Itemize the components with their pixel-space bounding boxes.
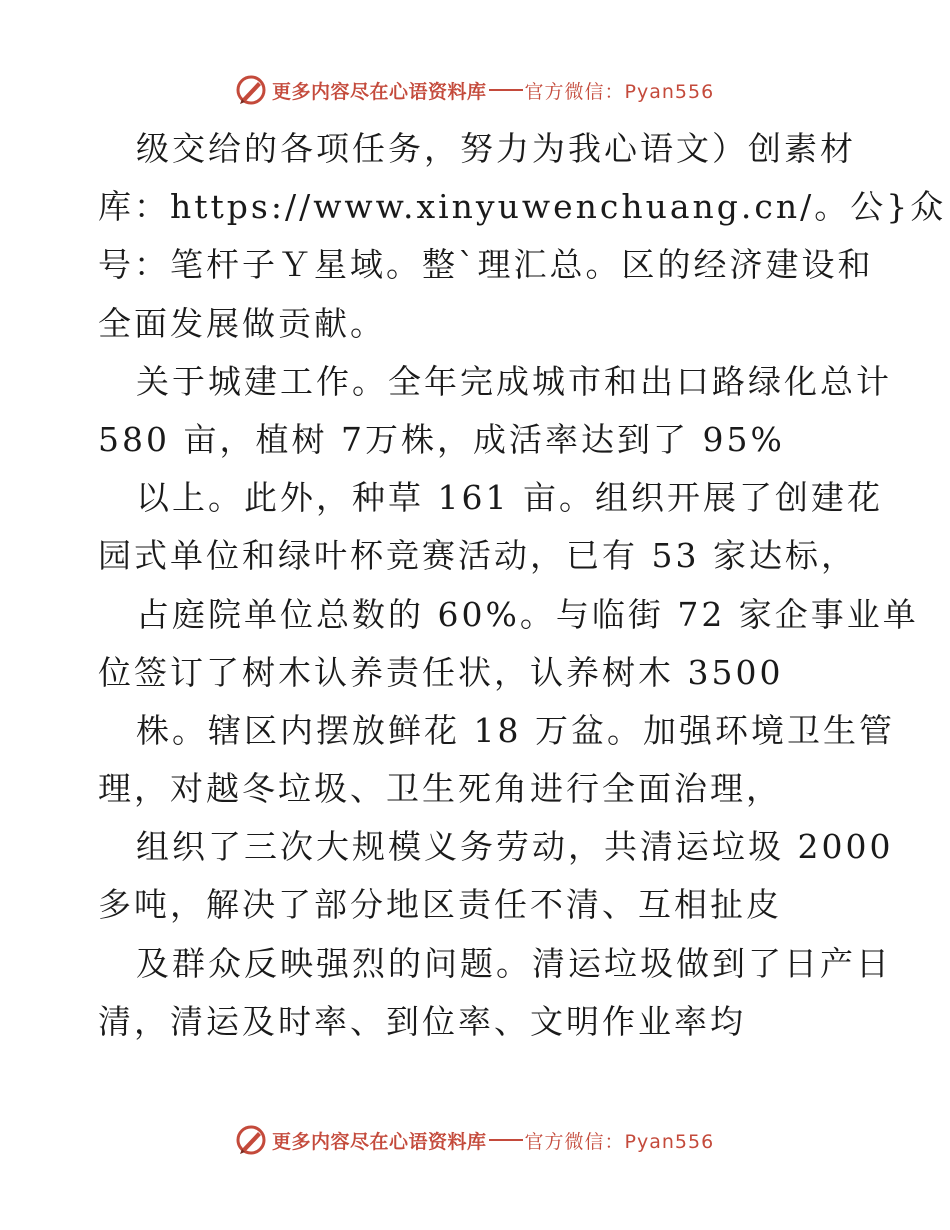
banner-dash (489, 1139, 523, 1141)
body-line: 以上。此外，种草 161 亩。组织开展了创建花 (136, 478, 883, 518)
document-body (98, 120, 947, 1051)
pen-logo-icon (234, 1123, 268, 1157)
body-line: 全面发展做贡献。 (98, 303, 386, 343)
body-line: 园式单位和绿叶杯竞赛活动，已有 53 家达标， (98, 536, 857, 576)
banner-main-text: 更多内容尽在心语资料库 (272, 1130, 487, 1153)
body-line: 株。辖区内摆放鲜花 18 万盆。加强环境卫生管 (136, 710, 895, 750)
banner-main-text: 更多内容尽在心语资料库 (272, 80, 487, 103)
footer-banner (234, 1122, 714, 1158)
pen-logo-icon (234, 73, 268, 107)
banner-sub-text: 官方微信：Pyan556 (524, 1130, 715, 1153)
body-line: 位签订了树木认养责任状，认养树木 3500 (98, 652, 784, 692)
body-line: 组织了三次大规模义务劳动，共清运垃圾 2000 (136, 827, 894, 867)
body-line: 库：https://www.xinyuwenchuang.cn/。公}众 (98, 187, 947, 227)
body-line: 及群众反映强烈的问题。清运垃圾做到了日产日 (136, 943, 892, 983)
banner-sub-text: 官方微信：Pyan556 (524, 80, 715, 103)
body-line: 580 亩，植树 7万株，成活率达到了 95% (98, 419, 785, 459)
body-line: 关于城建工作。全年完成城市和出口路绿化总计 (136, 361, 892, 401)
body-line: 清，清运及时率、到位率、文明作业率均 (98, 1001, 746, 1041)
header-banner (234, 72, 714, 108)
body-line: 多吨，解决了部分地区责任不清、互相扯皮 (98, 885, 782, 925)
body-line: 占庭院单位总数的 60%。与临街 72 家企事业单 (136, 594, 919, 634)
banner-dash (489, 89, 523, 91)
body-line: 级交给的各项任务，努力为我心语文）创素材 (136, 129, 856, 168)
body-line: 理，对越冬垃圾、卫生死角进行全面治理， (98, 769, 782, 809)
body-line: 号：笔杆子Ｙ星域。整`理汇总。区的经济建设和 (98, 245, 874, 285)
